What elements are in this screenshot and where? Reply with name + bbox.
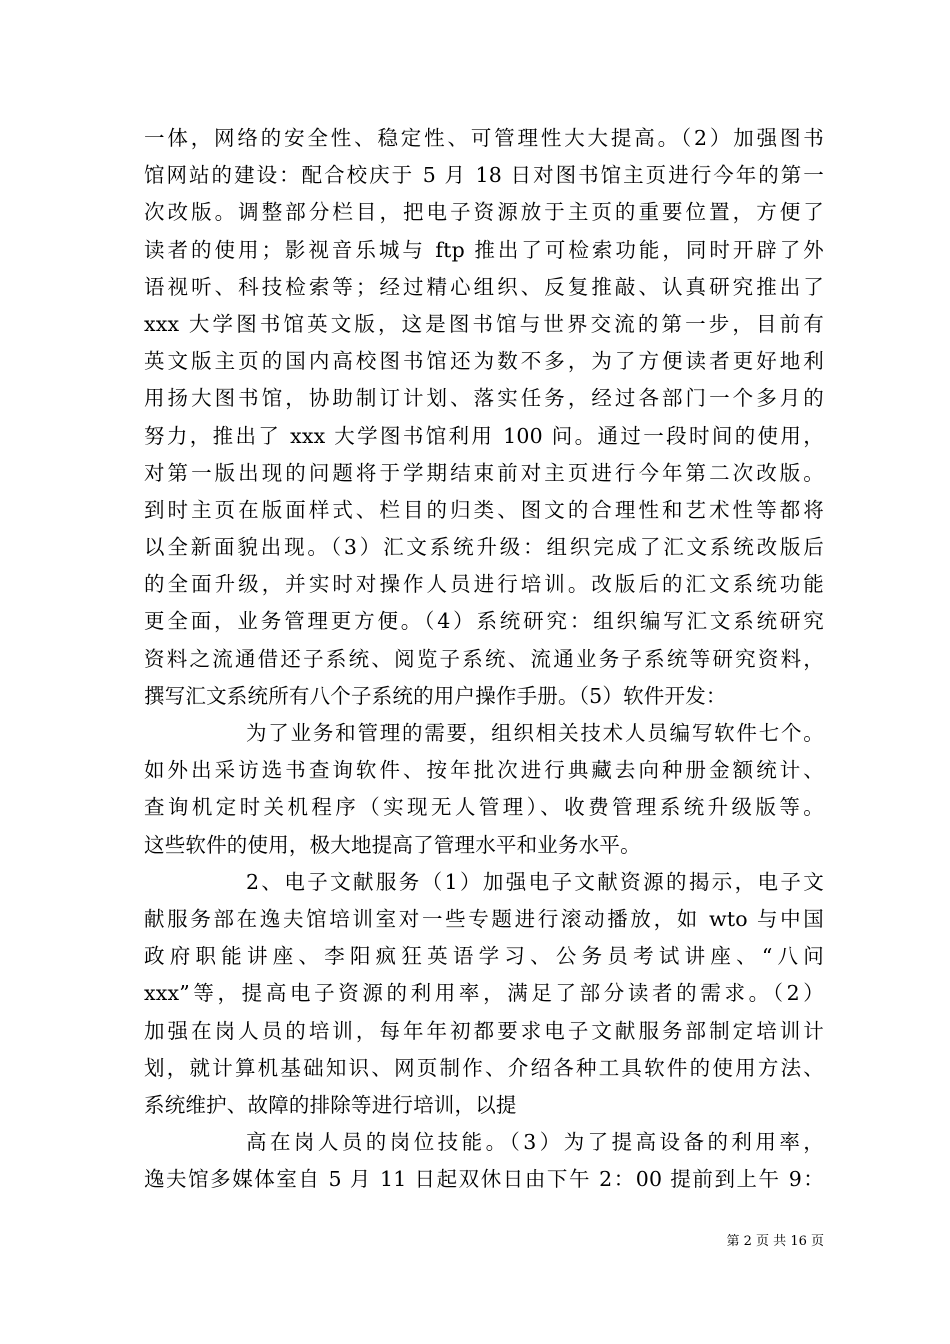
text-line: 撰写汇文系统所有八个子系统的用户操作手册。（5）软件开发： [144, 683, 727, 708]
text-line: 以全新面貌出现。（3）汇文系统升级：组织完成了汇文系统改版后 [144, 535, 824, 560]
text-line: 的全面升级，并实时对操作人员进行培训。改版后的汇文系统功能 [144, 572, 824, 597]
text-line: 加强在岗人员的培训，每年年初都要求电子文献服务部制定培训计 [144, 1018, 824, 1043]
text-line: 高在岗人员的岗位技能。（3）为了提高设备的利用率， [246, 1130, 824, 1155]
text-line: 对第一版出现的问题将于学期结束前对主页进行今年第二次改版。 [144, 460, 824, 485]
paragraph-1 [144, 120, 824, 715]
paragraph-3 [144, 864, 824, 1124]
paragraph-4 [144, 1124, 824, 1198]
text-line: 献服务部在逸夫馆培训室对一些专题进行滚动播放，如 wto 与中国 [144, 906, 824, 931]
text-line: 逸夫馆多媒体室自 5 月 11 日起双休日由下午 2：00 提前到上午 9： [144, 1167, 824, 1192]
text-line: 次改版。调整部分栏目，把电子资源放于主页的重要位置，方便了 [144, 200, 824, 225]
text-line: 到时主页在版面样式、栏目的归类、图文的合理性和艺术性等都将 [144, 497, 824, 522]
text-line: xxx 大学图书馆英文版，这是图书馆与世界交流的第一步，目前有 [144, 311, 824, 336]
text-line: 馆网站的建设：配合校庆于 5 月 18 日对图书馆主页进行今年的第一 [144, 163, 824, 188]
text-line: 查询机定时关机程序（实现无人管理）、收费管理系统升级版等。 [144, 795, 824, 820]
text-line: 为了业务和管理的需要，组织相关技术人员编写软件七个。 [246, 721, 824, 745]
text-line: 2、电子文献服务（1）加强电子文献资源的揭示，电子文 [246, 869, 824, 894]
text-line: 如外出采访选书查询软件、按年批次进行典藏去向种册金额统计、 [144, 758, 824, 783]
page-number-footer: 第 2 页 共 16 页 [726, 1234, 824, 1249]
text-line: 这些软件的使用，极大地提高了管理水平和业务水平。 [144, 832, 641, 857]
text-line: 努力，推出了 xxx 大学图书馆利用 100 问。通过一段时间的使用， [144, 423, 824, 448]
text-line: 英文版主页的国内高校图书馆还为数不多，为了方便读者更好地利 [144, 349, 824, 374]
text-line: 用扬大图书馆，协助制订计划、落实任务，经过各部门一个多月的 [144, 386, 824, 411]
text-line: 系统维护、故障的排除等进行培训，以提 [144, 1092, 517, 1117]
document-body [144, 120, 824, 1198]
text-line: 更全面，业务管理更方便。（4）系统研究：组织编写汇文系统研究 [144, 609, 824, 634]
text-line: 读者的使用；影视音乐城与 ftp 推出了可检索功能，同时开辟了外 [144, 237, 824, 262]
text-line: xxx”等，提高电子资源的利用率，满足了部分读者的需求。（2） [144, 981, 824, 1006]
paragraph-2 [144, 715, 824, 864]
text-line: 划，就计算机基础知识、网页制作、介绍各种工具软件的使用方法、 [144, 1055, 824, 1080]
text-line: 资料之流通借还子系统、阅览子系统、流通业务子系统等研究资料， [144, 646, 824, 671]
text-line: 一体，网络的安全性、稳定性、可管理性大大提高。（2）加强图书 [144, 126, 824, 150]
text-line: 语视听、科技检索等；经过精心组织、反复推敲、认真研究推出了 [144, 274, 824, 299]
text-line: 政府职能讲座、李阳疯狂英语学习、公务员考试讲座、“八问 [144, 944, 824, 969]
